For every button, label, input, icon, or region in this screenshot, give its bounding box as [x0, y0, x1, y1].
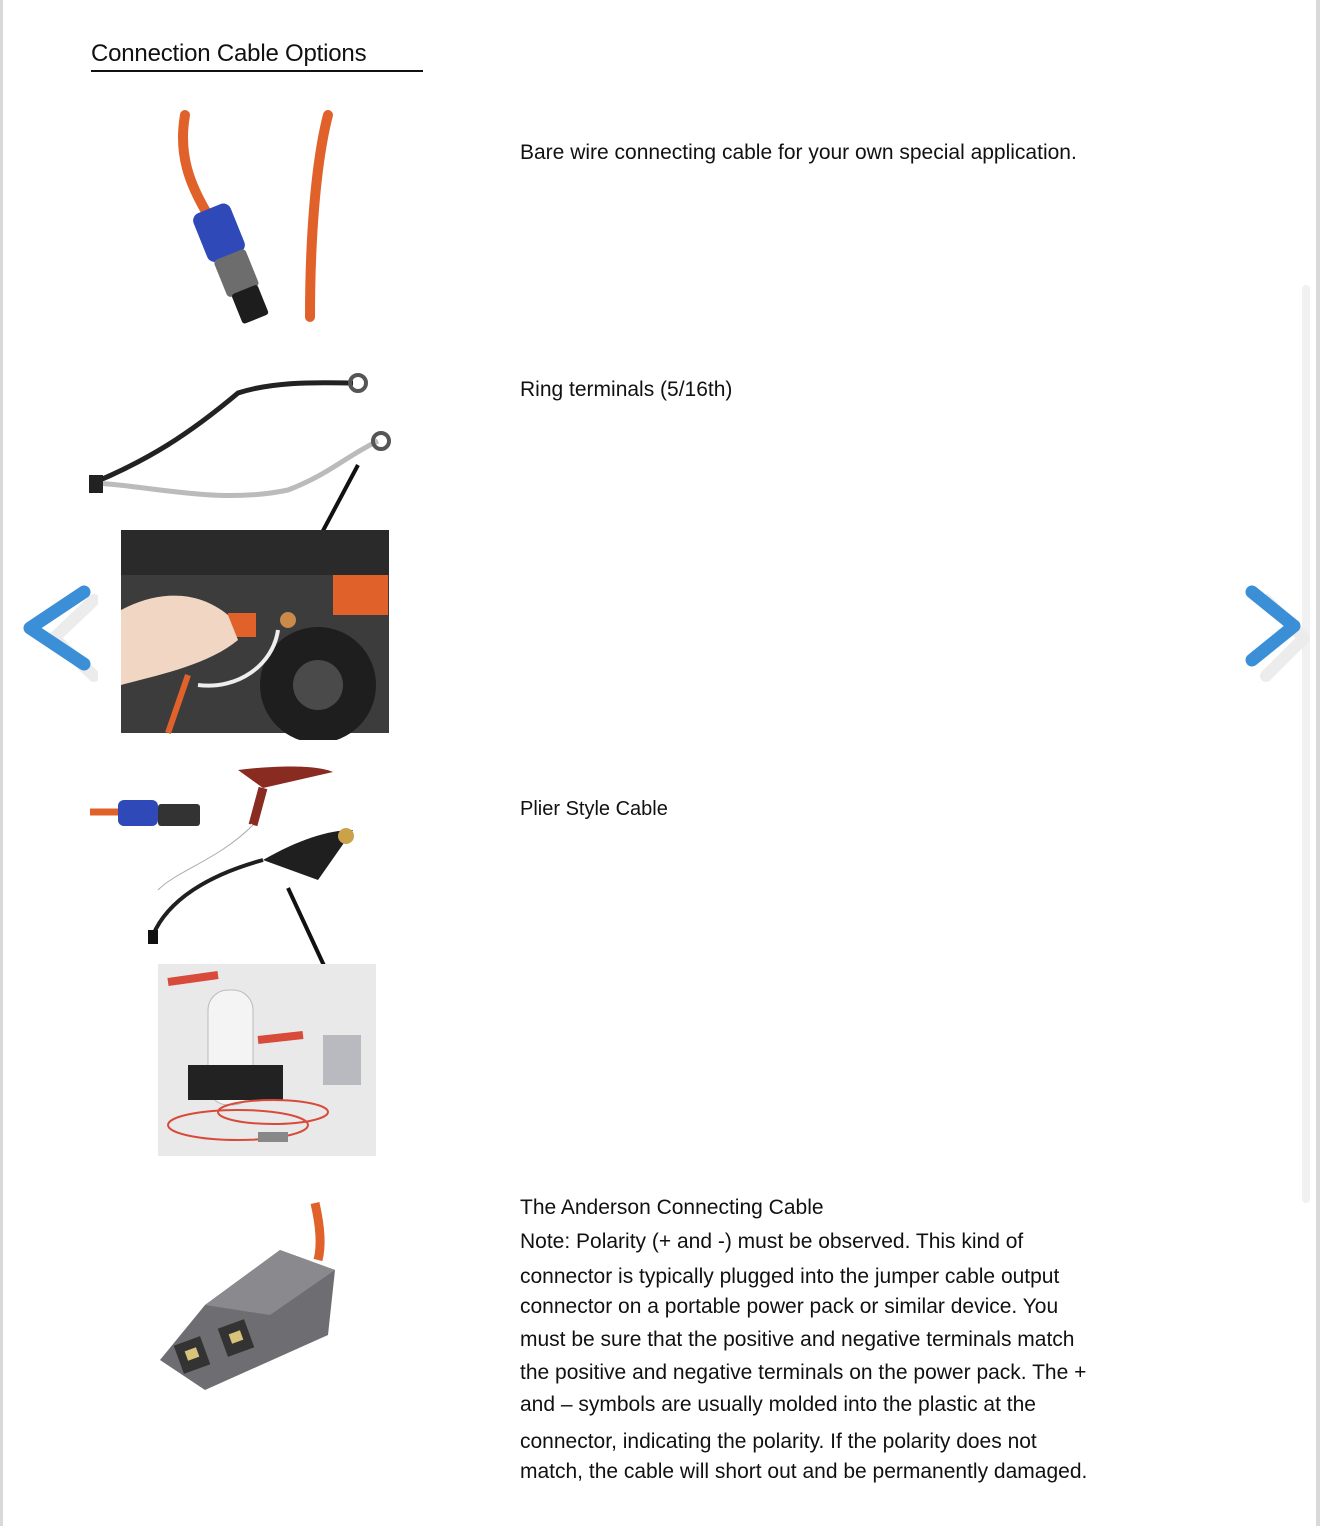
- bare-wire-cable-image: [150, 105, 370, 340]
- chevron-left-icon: [18, 580, 98, 690]
- anderson-cable-text-line: connector, indicating the polarity. If the polarity does not: [520, 1430, 1037, 1453]
- anderson-cable-text-line: connector on a portable power pack or similar device. You: [520, 1295, 1059, 1318]
- page-title: Connection Cable Options: [91, 40, 423, 72]
- plier-style-cable-image: [88, 760, 388, 1160]
- page-frame-left: [0, 0, 3, 1526]
- ring-terminals-description: Ring terminals (5/16th): [520, 378, 733, 401]
- anderson-cable-text-line: the positive and negative terminals on the power pack. The +: [520, 1361, 1087, 1384]
- anderson-cable-text-line: and – symbols are usually molded into the plastic at the: [520, 1393, 1036, 1416]
- anderson-cable-text-line: match, the cable will short out and be permanently damaged.: [520, 1460, 1088, 1483]
- anderson-cable-text-line: Note: Polarity (+ and -) must be observed. This kind of: [520, 1230, 1024, 1253]
- chevron-right-icon: [1236, 580, 1316, 690]
- scrollbar-track[interactable]: [1302, 285, 1310, 1203]
- page-frame-right: [1316, 0, 1320, 1526]
- ring-terminals-image: [88, 365, 398, 740]
- anderson-connector-image: [150, 1195, 350, 1400]
- anderson-cable-text-line: connector is typically plugged into the jumper cable output: [520, 1265, 1060, 1288]
- next-button[interactable]: [1236, 580, 1316, 690]
- plier-style-cable-description: Plier Style Cable: [520, 798, 668, 820]
- bare-wire-cable-description: Bare wire connecting cable for your own special application.: [520, 141, 1077, 164]
- anderson-cable-title: The Anderson Connecting Cable: [520, 1196, 824, 1219]
- previous-button[interactable]: [18, 580, 98, 690]
- anderson-cable-text-line: must be sure that the positive and negative terminals match: [520, 1328, 1075, 1351]
